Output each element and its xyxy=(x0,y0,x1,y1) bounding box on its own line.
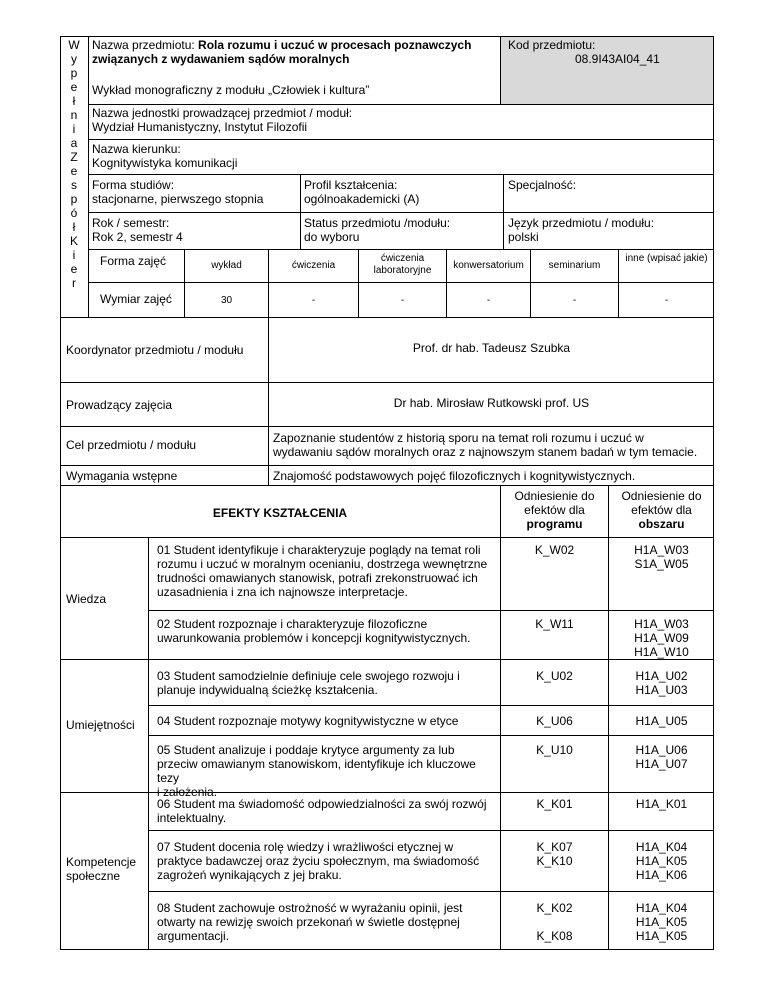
area-header-line1: Odniesienie do xyxy=(621,489,702,503)
program-header-line1: Odniesienie do xyxy=(514,489,595,503)
hours-0: 30 xyxy=(220,295,233,306)
coordinator-label: Koordynator przedmiotu / modułu xyxy=(66,343,244,357)
effect-row-text-2: 03 Student samodzielnie definiuje cele swojego rozwoju i planuje indywidualną ścieżkę kształcenia. xyxy=(157,669,460,697)
unit-value: Wydział Humanistyczny, Instytut Filozofii xyxy=(92,120,308,134)
language-label: Język przedmiotu / modułu: xyxy=(508,216,655,230)
unit-label: Nazwa jednostki prowadzącej przedmiot / moduł: xyxy=(92,106,353,120)
effect-row-program-2: K_U02 xyxy=(536,669,573,683)
goal-label: Cel przedmiotu / modułu xyxy=(66,438,197,452)
hours-label: Wymiar zajęć xyxy=(100,292,172,306)
course-subtitle: Wykład monograficzny z modułu „Człowiek i kultura” xyxy=(92,83,370,97)
class-form-1: ćwiczenia xyxy=(291,260,336,271)
language xyxy=(508,216,654,244)
effect-row-program-1: K_W11 xyxy=(535,617,574,631)
vertical-letter: r xyxy=(72,276,76,290)
prereq-label: Wymagania wstępne xyxy=(66,469,178,483)
vertical-letter: a xyxy=(70,136,78,150)
study-form-value: stacjonarne, pierwszego stopnia xyxy=(92,192,264,206)
program-header-line3: programu xyxy=(526,517,583,531)
field-value: Kognitywistyka komunikacji xyxy=(92,156,238,170)
specialty-label: Specjalność: xyxy=(508,178,577,192)
profile xyxy=(304,178,419,206)
course-code-label: Kod przedmiotu: xyxy=(508,38,596,52)
effect-row-program-4: K_U10 xyxy=(536,743,573,757)
status xyxy=(304,216,450,244)
effect-row-text-5: 06 Student ma świadomość odpowiedzialności za swój rozwój intelektualny. xyxy=(157,797,487,825)
unit-section xyxy=(92,106,352,134)
goal-value: Zapoznanie studentów z historią sporu na temat roli rozumu i uczuć w wydawaniu sądów moralnych oraz z najnowszym stanem badań w tym temacie. xyxy=(273,431,698,459)
effect-row-program-7: K_K02 K_K08 xyxy=(536,901,573,943)
study-form-label: Forma studiów: xyxy=(92,178,175,192)
vertical-letter: p xyxy=(70,192,78,206)
effect-row-program-6: K_K07 K_K10 xyxy=(536,840,573,868)
class-form-label: Forma zajęć xyxy=(100,254,167,268)
vertical-letter: ó xyxy=(70,206,78,220)
effect-row-program-0: K_W02 xyxy=(534,543,575,557)
course-name-label: Nazwa przedmiotu: xyxy=(92,38,199,52)
hours-2: - xyxy=(400,295,405,306)
year xyxy=(92,216,183,244)
effect-row-program-3: K_U06 xyxy=(536,714,573,728)
effect-row-area-2: H1A_U02 H1A_U03 xyxy=(635,669,688,697)
course-name-value-line1: Rola rozumu i uczuć w procesach poznawczych xyxy=(198,38,472,52)
vertical-letter: e xyxy=(70,262,78,276)
vertical-letter: ł xyxy=(72,220,76,234)
hours-1: - xyxy=(311,295,316,306)
course-name-value-line2: związanych z wydawaniem sądów moralnych xyxy=(92,52,350,66)
effect-row-area-1: H1A_W03 H1A_W09 H1A_W10 xyxy=(634,617,689,659)
category-skills: Umiejętności xyxy=(66,718,135,732)
effects-title: EFEKTY KSZTAŁCENIA xyxy=(212,506,348,520)
program-header-line2: efektów dla xyxy=(524,503,585,517)
vertical-letter: p xyxy=(70,66,78,80)
lecturer-label: Prowadzący zajęcia xyxy=(66,398,173,412)
course-name xyxy=(92,38,497,66)
year-value: Rok 2, semestr 4 xyxy=(92,230,183,244)
effect-row-area-0: H1A_W03 S1A_W05 xyxy=(634,543,689,571)
effect-row-area-5: H1A_K01 xyxy=(635,797,688,811)
program-header xyxy=(501,489,608,531)
vertical-letter: ł xyxy=(72,94,76,108)
vertical-letter: n xyxy=(70,108,78,122)
effect-row-area-3: H1A_U05 xyxy=(635,714,688,728)
class-form-3: konwersatorium xyxy=(453,260,524,271)
language-value: polski xyxy=(508,230,539,244)
area-header-line3: obszaru xyxy=(638,517,685,531)
year-label: Rok / semestr: xyxy=(92,216,170,230)
class-form-4: seminarium xyxy=(548,260,601,271)
category-knowledge: Wiedza xyxy=(66,592,107,606)
effect-row-area-7: H1A_K04 H1A_K05 H1A_K05 xyxy=(635,901,688,943)
hours-5: - xyxy=(664,295,669,306)
effect-row-text-6: 07 Student docenia rolę wiedzy i wrażliwości etycznej w praktyce badawczej oraz życiu społecznym, ma świadomość zagrożeń wynikających z jej braku. xyxy=(157,840,480,882)
class-form-0: wykład xyxy=(211,260,242,271)
vertical-letter: s xyxy=(71,178,77,192)
effect-row-program-5: K_K01 xyxy=(536,797,573,811)
field-label: Nazwa kierunku: xyxy=(92,142,181,156)
vertical-letter: i xyxy=(72,122,76,136)
area-header xyxy=(609,489,714,531)
vertical-label xyxy=(60,38,88,316)
category-competence-line1: Kompetencje xyxy=(66,855,137,869)
prereq-value: Znajomość podstawowych pojęć filozoficznych i kognitywistycznych. xyxy=(273,469,636,483)
vertical-letter: y xyxy=(71,52,77,66)
area-header-line2: efektów dla xyxy=(631,503,692,517)
effect-row-text-1: 02 Student rozpoznaje i charakteryzuje filozoficzne uwarunkowania problemów i koncepcji kognitywistycznych. xyxy=(157,617,471,645)
effect-row-area-4: H1A_U06 H1A_U07 xyxy=(635,743,688,771)
status-value: do wyboru xyxy=(304,230,360,244)
hours-3: - xyxy=(486,295,491,306)
field-section xyxy=(92,142,237,170)
study-form xyxy=(92,178,263,206)
effect-row-text-7: 08 Student zachowuje ostrożność w wyrażaniu opinii, jest otwarty na rewizję swoich przekonań w świetle dostępnej argumentacji. xyxy=(157,901,463,943)
profile-label: Profil kształcenia: xyxy=(304,178,398,192)
class-form-5: inne (wpisać jakie) xyxy=(625,253,708,264)
vertical-letter: e xyxy=(70,164,78,178)
hours-4: - xyxy=(572,295,577,306)
status-label: Status przedmiotu /modułu: xyxy=(304,216,451,230)
lecturer-value: Dr hab. Mirosław Rutkowski prof. US xyxy=(393,396,590,410)
vertical-letter: i xyxy=(72,248,76,262)
vertical-letter: K xyxy=(69,234,78,248)
effect-row-text-4: 05 Student analizuje i poddaje krytyce argumenty za lub przeciw omawianym stanowiskom, identyfikuje ich kluczowe tezy i założenia. xyxy=(157,743,476,799)
class-form-2: ćwiczenia laboratoryjne xyxy=(373,253,432,276)
effect-row-area-6: H1A_K04 H1A_K05 H1A_K06 xyxy=(635,840,688,882)
vertical-letter: W xyxy=(68,38,80,52)
vertical-letter: e xyxy=(70,80,78,94)
coordinator-value: Prof. dr hab. Tadeusz Szubka xyxy=(412,341,571,355)
profile-value: ogólnoakademicki (A) xyxy=(304,192,420,206)
category-competence xyxy=(66,855,136,883)
effect-row-text-3: 04 Student rozpoznaje motywy kognitywistyczne w etyce xyxy=(157,714,459,728)
effect-row-text-0: 01 Student identyfikuje i charakteryzuje poglądy na temat roli rozumu i uczuć w moralnym ocenianiu, dostrzega wewnętrzne trudności omawianych stanowisk, potrafi zrekonstruować ich uzasadnienia i zna ich najnowsze interpretacje. xyxy=(157,543,488,599)
category-competence-line2: społeczne xyxy=(66,869,121,883)
vertical-letter: Z xyxy=(70,150,78,164)
course-code-value: 08.9I43AI04_41 xyxy=(575,52,660,66)
